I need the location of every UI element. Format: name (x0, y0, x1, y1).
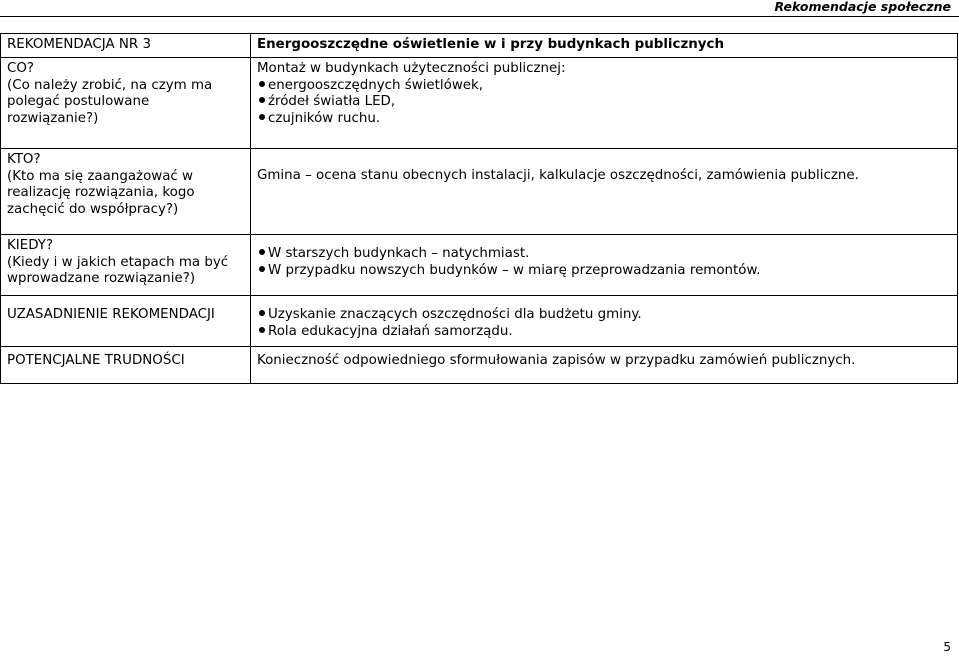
list-item (257, 324, 951, 341)
row-label-cell (1, 347, 251, 384)
spacer (257, 152, 951, 168)
row-label: CO? (7, 61, 34, 76)
row-label: KIEDY? (7, 238, 54, 253)
row-label: UZASADNIENIE REKOMENDACJI (7, 307, 215, 322)
row-label-cell (1, 149, 251, 235)
list-item (257, 307, 951, 324)
bullet-icon (259, 266, 265, 272)
list-item-text: energooszczędnych świetlówek, (268, 77, 484, 93)
row-content-cell (251, 296, 958, 347)
list-item-text: W starszych budynkach – natychmiast. (268, 246, 530, 261)
recommendation-table (0, 33, 958, 384)
row-label-line: zachęcić do współpracy?) (7, 201, 179, 217)
row-label-cell (1, 58, 251, 149)
table-row (1, 296, 958, 347)
row-label-cell (1, 296, 251, 347)
spacer (257, 299, 951, 307)
list-item-text: W przypadku nowszych budynków – w miarę przeprowadzania remontów. (268, 262, 761, 278)
bullet-icon (259, 310, 265, 316)
table-row (1, 235, 958, 296)
row-label-line: (Co należy zrobić, na czym ma (7, 77, 213, 93)
list-item (257, 263, 951, 280)
row-label-cell (1, 34, 251, 58)
header-divider (0, 16, 959, 17)
recommendation-number: REKOMENDACJA NR 3 (7, 37, 151, 52)
row-content-cell (251, 235, 958, 296)
page-number: 5 (943, 640, 951, 654)
recommendation-title: Energooszczędne oświetlenie w i przy budynkach publicznych (257, 37, 724, 52)
content-text: Gmina – ocena stanu obecnych instalacji, kalkulacje oszczędności, zamówienia publiczne. (257, 168, 859, 183)
list-item-text: Uzyskanie znaczących oszczędności dla budżetu gminy. (268, 307, 642, 322)
row-content-cell (251, 34, 958, 58)
table-row (1, 347, 958, 384)
table-row (1, 34, 958, 58)
row-label-line: (Kiedy i w jakich etapach ma być (7, 254, 229, 270)
bullet-icon (259, 97, 265, 103)
spacer (7, 299, 244, 307)
list-item-text: Rola edukacyjna działań samorządu. (268, 323, 513, 339)
list-item-text: źródeł światła LED, (268, 94, 396, 109)
content-text: Montaż w budynkach użyteczności publicznej: (257, 61, 566, 76)
row-label-line: polegać postulowane rozwiązanie?) (7, 94, 150, 126)
row-label-line: wprowadzane rozwiązanie?) (7, 271, 196, 286)
bullet-icon (259, 81, 265, 87)
list-item (257, 246, 951, 263)
bullet-icon (259, 327, 265, 333)
row-content-cell (251, 149, 958, 235)
list-item (257, 94, 951, 111)
bullet-icon (259, 114, 265, 120)
row-label-cell (1, 235, 251, 296)
content-text: Konieczność odpowiedniego sformułowania zapisów w przypadku zamówień publicznych. (257, 353, 856, 368)
row-content-cell (251, 58, 958, 149)
page-header-title: Rekomendacje społeczne (774, 0, 951, 14)
row-label: KTO? (7, 152, 41, 167)
table-row (1, 149, 958, 235)
bullet-icon (259, 249, 265, 255)
row-content-cell (251, 347, 958, 384)
table-row (1, 58, 958, 149)
row-label-line: realizację rozwiązania, kogo (7, 185, 195, 200)
spacer (257, 238, 951, 246)
list-item (257, 78, 951, 95)
list-item-text: czujników ruchu. (268, 110, 381, 126)
list-item (257, 111, 951, 128)
row-label: POTENCJALNE TRUDNOŚCI (7, 353, 185, 368)
row-label-line: (Kto ma się zaangażować w (7, 168, 193, 184)
